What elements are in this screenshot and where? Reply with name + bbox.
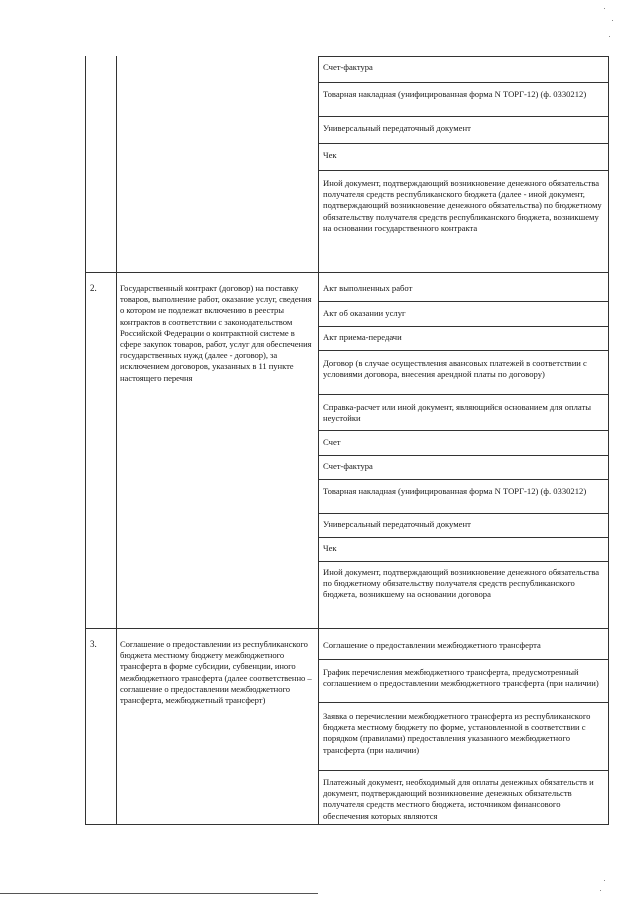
table-border-right xyxy=(608,56,609,824)
row-number: 3. xyxy=(90,639,97,649)
doc-separator xyxy=(318,561,609,562)
doc-cell: Универсальный передаточный документ xyxy=(323,123,471,133)
doc-separator xyxy=(318,702,609,703)
doc-cell: Чек xyxy=(323,543,337,553)
bottom-rule xyxy=(0,893,318,894)
doc-cell: Соглашение о предоставлении межбюджетного трансферта xyxy=(323,640,541,650)
doc-separator xyxy=(318,770,609,771)
doc-separator xyxy=(318,513,609,514)
doc-cell: Счет xyxy=(323,437,341,447)
doc-cell: Договор (в случае осуществления авансовых платежей в соответствии с условиями договора, внесения арендной платы по договору) xyxy=(323,358,587,380)
scan-artifact xyxy=(604,8,605,9)
doc-separator xyxy=(318,143,609,144)
doc-cell: Справка-расчет или иной документ, являющийся основанием для оплаты неустойки xyxy=(323,402,591,424)
doc-separator xyxy=(318,301,609,302)
doc-separator xyxy=(318,394,609,395)
doc-cell: Иной документ, подтверждающий возникновение денежного обязательства по бюджетному обязательству получателя средств республиканского бюджета, возникшему на основании договора xyxy=(323,567,600,600)
doc-cell: Иной документ, подтверждающий возникновение денежного обязательства получателя средств республиканского бюджета (далее - иной документ, подтверждающий возникновение денежного обязательства) по бюджетному обязательству получателя средств республиканского бюджета, возникшему на основании государственного контракта xyxy=(323,178,602,233)
doc-cell: Товарная накладная (унифицированная форма N ТОРГ-12) (ф. 0330212) xyxy=(323,89,587,99)
doc-cell: Счет-фактура xyxy=(323,62,373,72)
doc-cell: Акт об оказании услуг xyxy=(323,308,406,318)
table-column-divider-1 xyxy=(116,56,117,824)
doc-separator xyxy=(318,56,609,57)
table-column-divider-2 xyxy=(318,56,319,824)
row-number: 2. xyxy=(90,283,97,293)
doc-separator xyxy=(318,659,609,660)
doc-separator xyxy=(318,537,609,538)
doc-cell: Товарная накладная (унифицированная форма N ТОРГ-12) (ф. 0330212) xyxy=(323,486,587,496)
doc-cell: Акт выполненных работ xyxy=(323,283,413,293)
doc-cell: Чек xyxy=(323,150,337,160)
doc-separator xyxy=(318,326,609,327)
doc-separator xyxy=(318,430,609,431)
doc-separator xyxy=(318,170,609,171)
doc-cell: Заявка о перечислении межбюджетного трансферта из республиканского бюджета местному бюджету по форме, установленной в соответствии с порядком (правилами) предоставления указанного межбюджетного трансферта (при наличии) xyxy=(323,711,591,755)
doc-separator xyxy=(318,350,609,351)
contract-cell: Соглашение о предоставлении из республиканского бюджета местному бюджету межбюджетного трансферта в форме субсидии, субвенции, иного межбюджетного трансферта (далее соответственно – соглашение о предоставлении межбюджетного трансферта, межбюджетный трансферт) xyxy=(120,639,312,706)
scan-artifact xyxy=(604,880,605,881)
scan-artifact xyxy=(609,36,610,37)
scan-artifact xyxy=(600,890,601,891)
table-border-left xyxy=(85,56,86,824)
row-separator xyxy=(85,628,609,629)
doc-cell: Акт приема-передачи xyxy=(323,332,402,342)
doc-cell: График перечисления межбюджетного трансферта, предусмотренный соглашением о предоставлении межбюджетного трансферта (при наличии) xyxy=(323,667,599,689)
doc-cell: Счет-фактура xyxy=(323,461,373,471)
scan-artifact xyxy=(612,20,613,21)
row-separator xyxy=(85,272,609,273)
table-border-bottom xyxy=(85,824,609,825)
doc-separator xyxy=(318,116,609,117)
doc-separator xyxy=(318,479,609,480)
doc-cell: Платежный документ, необходимый для оплаты денежных обязательств и документ, подтверждающий возникновение денежных обязательств получателя средств местного бюджета, источником финансового обеспечения которых являются xyxy=(323,777,594,821)
contract-cell: Государственный контракт (договор) на поставку товаров, выполнение работ, оказание услуг, сведения о котором не подлежат включению в реестры контрактов в соответствии с законодательством Российской Федерации о контрактной системе в сфере закупок товаров, работ, услуг для обеспечения государственных нужд (далее - договор), за исключением договоров, указанных в 11 пункте настоящего перечня xyxy=(120,283,312,383)
doc-separator xyxy=(318,82,609,83)
doc-separator xyxy=(318,455,609,456)
doc-cell: Универсальный передаточный документ xyxy=(323,519,471,529)
